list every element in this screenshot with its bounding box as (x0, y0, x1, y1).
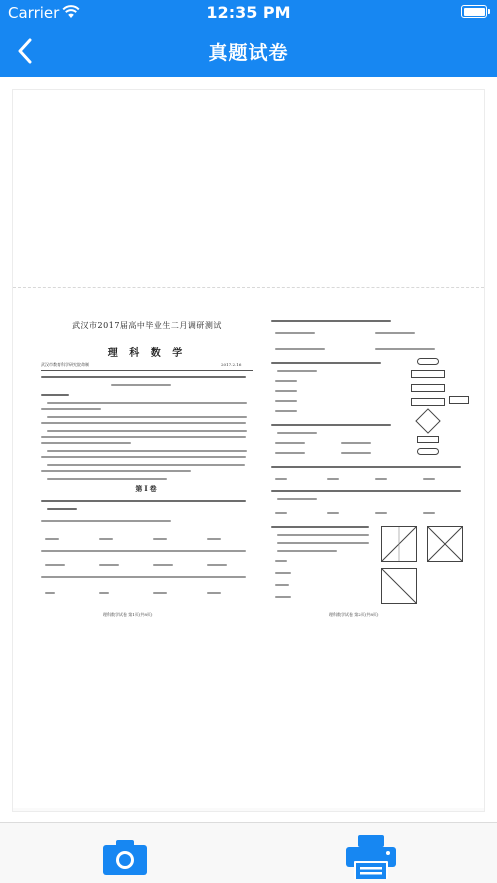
bottom-toolbar (0, 822, 497, 883)
content-area[interactable] (0, 77, 497, 822)
printer-icon (346, 835, 396, 879)
exam-paper-viewer[interactable] (12, 89, 485, 812)
side-view-figure (427, 526, 463, 562)
flowchart-box (449, 396, 469, 404)
exam-paper-image (13, 288, 484, 808)
flowchart-box (411, 384, 445, 392)
front-view-figure (381, 526, 417, 562)
flowchart-box (411, 370, 445, 378)
page-title: 真题试卷 (208, 42, 289, 64)
exam-date: 2017.2.16 (221, 362, 242, 367)
status-time: 12:35 PM (206, 3, 291, 22)
print-button[interactable] (346, 835, 396, 879)
carrier-label: Carrier (8, 4, 60, 22)
page-footer-left: 理科数学试卷 第1页(共8页) (103, 612, 153, 617)
exam-page-left (41, 288, 253, 808)
app-header (0, 0, 497, 77)
exam-issuer: 武汉市教育科学研究院命制 (41, 362, 89, 367)
flowchart-decision (415, 408, 440, 433)
flowchart-start (417, 358, 439, 365)
camera-icon (103, 839, 147, 875)
flowchart-box (411, 398, 445, 406)
section-heading: 第Ⅰ卷 (135, 484, 159, 493)
blank-page-area (13, 90, 484, 288)
status-bar (0, 0, 497, 26)
flowchart-box (417, 436, 439, 443)
page-footer-right: 理科数学试卷 第2页(共8页) (329, 612, 379, 617)
exam-page-right (271, 288, 469, 808)
header-divider (41, 370, 253, 371)
exam-subject: 理 科 数 学 (107, 348, 187, 359)
top-view-figure (381, 568, 417, 604)
exam-title: 武汉市2017届高中毕业生二月调研测试 (72, 321, 222, 330)
camera-button[interactable] (100, 835, 150, 879)
flowchart-end (417, 448, 439, 455)
battery-icon (461, 5, 487, 18)
